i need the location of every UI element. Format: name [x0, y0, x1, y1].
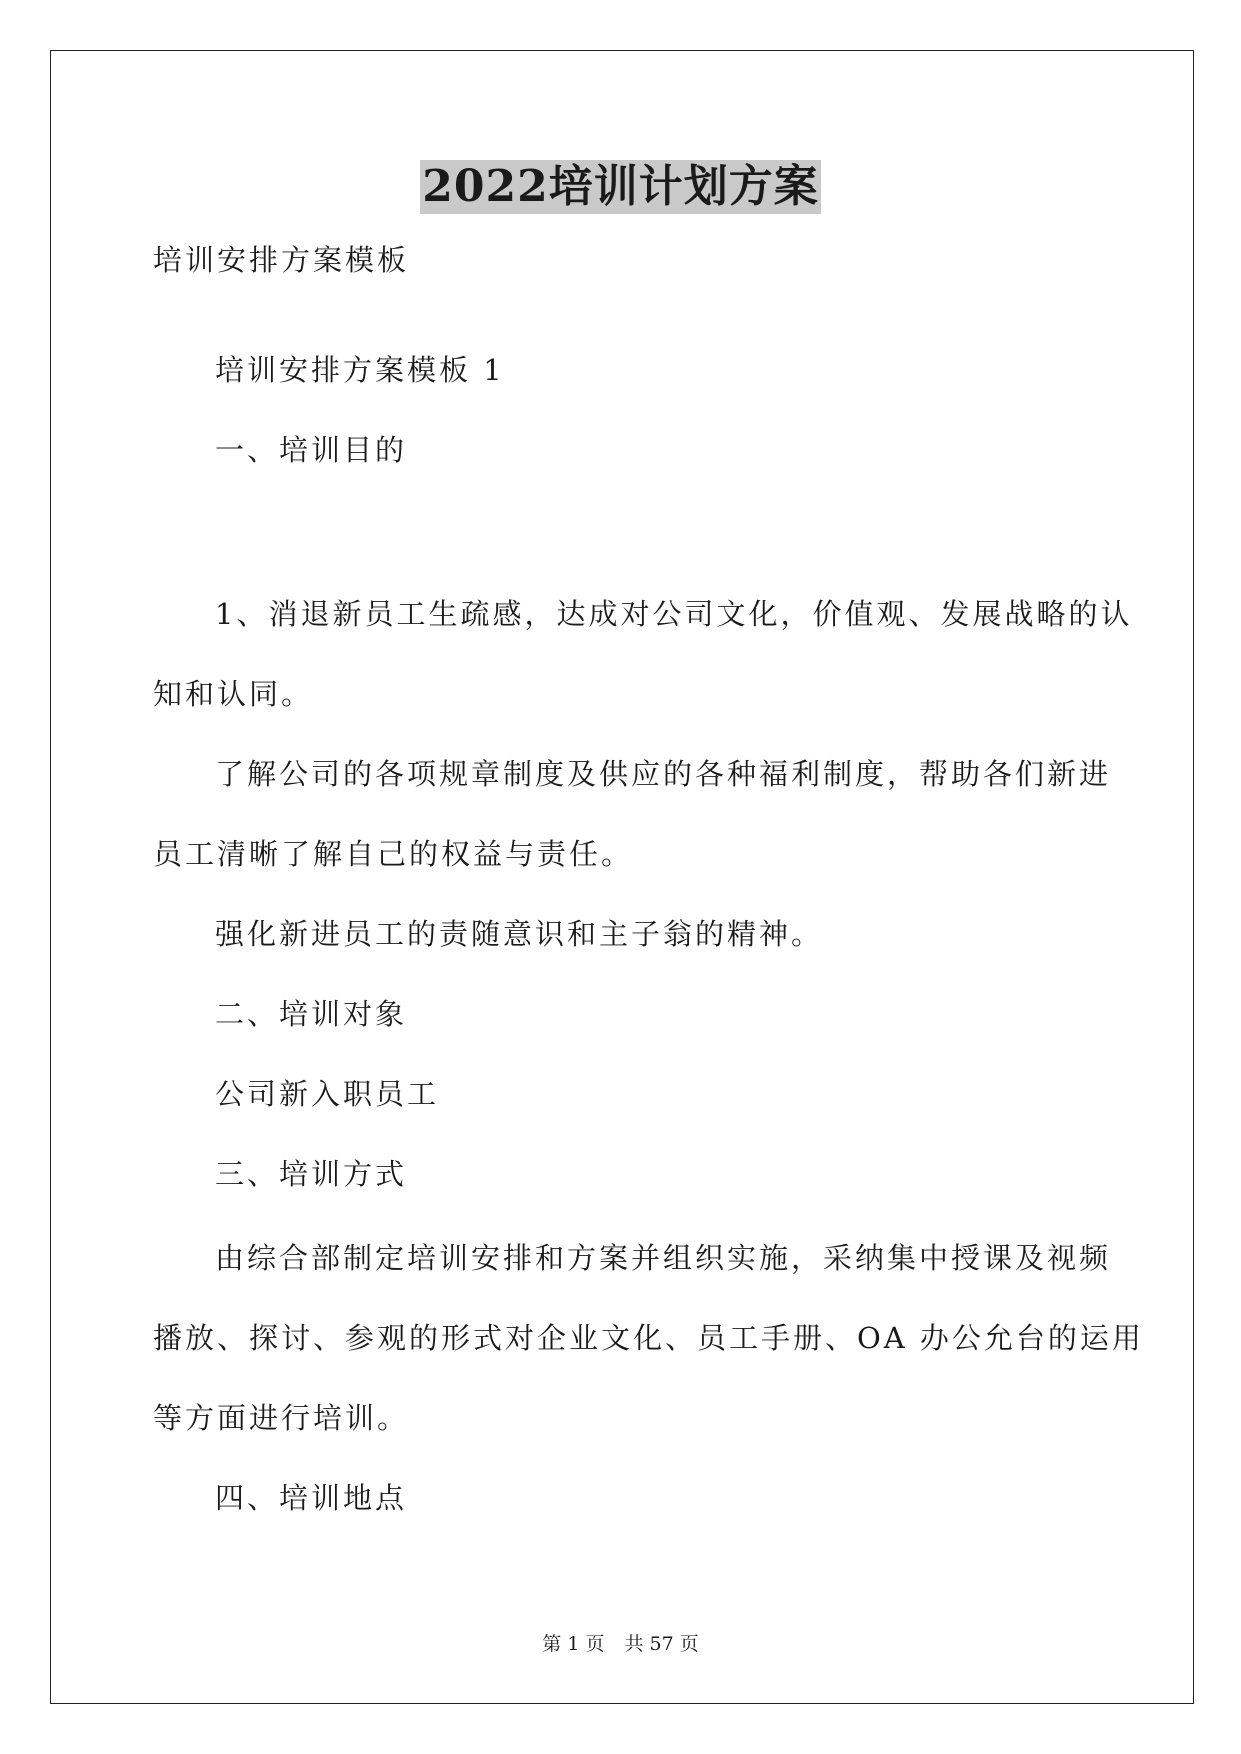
paragraph-line: 由综合部制定培训安排和方案并组织实施，采纳集中授课及视频 — [215, 1241, 1112, 1275]
paragraph-line: 播放、探讨、参观的形式对企业文化、员工手册、OA 办公允台的运用 — [153, 1321, 1144, 1355]
paragraph-line: 员工清晰了解自己的权益与责任。 — [153, 837, 634, 871]
paragraph-line: 强化新进员工的责随意识和主子翁的精神。 — [215, 917, 824, 951]
paragraph-line: 了解公司的各项规章制度及供应的各种福利制度，帮助各们新进 — [215, 757, 1112, 791]
page-border — [50, 50, 1194, 1704]
template-heading: 培训安排方案模板 1 — [215, 353, 505, 387]
heading-purpose: 一、培训目的 — [215, 433, 408, 467]
heading-target: 二、培训对象 — [215, 997, 408, 1031]
paragraph-line: 1、消退新员工生疏感，达成对公司文化，价值观、发展战略的认 — [215, 597, 1133, 631]
page-number: 第 1 页 — [542, 1633, 605, 1655]
heading-method: 三、培训方式 — [215, 1157, 408, 1191]
paragraph-line: 知和认同。 — [153, 677, 314, 711]
page-total: 共 57 页 — [624, 1633, 699, 1655]
title-container — [0, 160, 1241, 214]
page-footer — [0, 1632, 1241, 1656]
document-title: 2022培训计划方案 — [422, 161, 819, 212]
paragraph-line: 公司新入职员工 — [215, 1077, 440, 1111]
heading-location: 四、培训地点 — [215, 1481, 408, 1515]
section-heading: 培训安排方案模板 — [153, 243, 410, 277]
paragraph-line: 等方面进行培训。 — [153, 1401, 410, 1435]
